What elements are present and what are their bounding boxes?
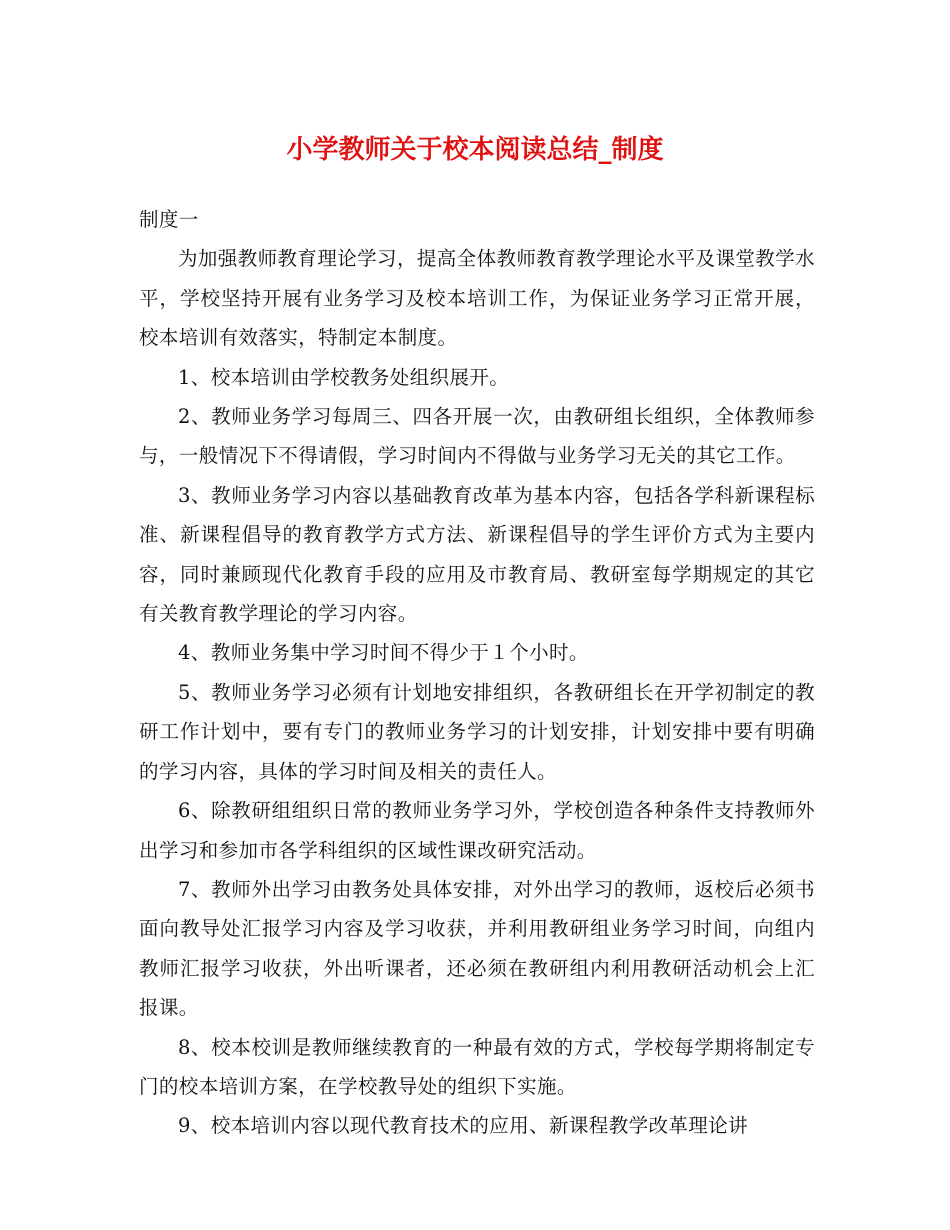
rule-item-4: 4、教师业务集中学习时间不得少于１个小时。: [178, 641, 589, 665]
rule-item-2: 2、教师业务学习每周三、四各开展一次，由教研组长组织，全体教师参与，一般情况下不得请假，学习时间内不得做与业务学习无关的其它工作。: [139, 405, 815, 468]
rule-item-5: 5、教师业务学习必须有计划地安排组织，各教研组长在开学初制定的教研工作计划中，要有专门的教师业务学习的计划安排，计划安排中要有明确的学习内容，具体的学习时间及相关的责任人。: [139, 680, 815, 783]
rule-item-8: 8、校本校训是教师继续教育的一种最有效的方式，学校每学期将制定专门的校本培训方案，在学校教导处的组织下实施。: [139, 1035, 815, 1098]
rule-item-6: 6、除教研组组织日常的教师业务学习外，学校创造各种条件支持教师外出学习和参加市各学科组织的区域性课改研究活动。: [139, 799, 815, 862]
section-heading: 制度一: [139, 208, 199, 231]
rule-item-3: 3、教师业务学习内容以基础教育改革为基本内容，包括各学科新课程标准、新课程倡导的教育教学方式方法、新课程倡导的学生评价方式为主要内容，同时兼顾现代化教育手段的应用及市教育局、教研室每学期规定的其它有关教育教学理论的学习内容。: [139, 483, 815, 626]
rule-item-1: 1、校本培训由学校教务处组织展开。: [178, 365, 510, 389]
rule-item-7: 7、教师外出学习由教务处具体安排，对外出学习的教师，返校后必须书面向教导处汇报学习内容及学习收获，并利用教研组业务学习时间，向组内教师汇报学习收获，外出听课者，还必须在教研组内利用教研活动机会上汇报课。: [139, 877, 815, 1020]
document-title: 小学教师关于校本阅读总结_制度: [286, 135, 664, 165]
rule-item-9: 9、校本培训内容以现代教育技术的应用、新课程教学改革理论讲: [178, 1114, 749, 1138]
intro-paragraph: 为加强教师教育理论学习，提高全体教师教育教学理论水平及课堂教学水平，学校坚持开展有业务学习及校本培训工作，为保证业务学习正常开展，校本培训有效落实，特制定本制度。: [139, 247, 815, 350]
document-body: [139, 200, 815, 1146]
